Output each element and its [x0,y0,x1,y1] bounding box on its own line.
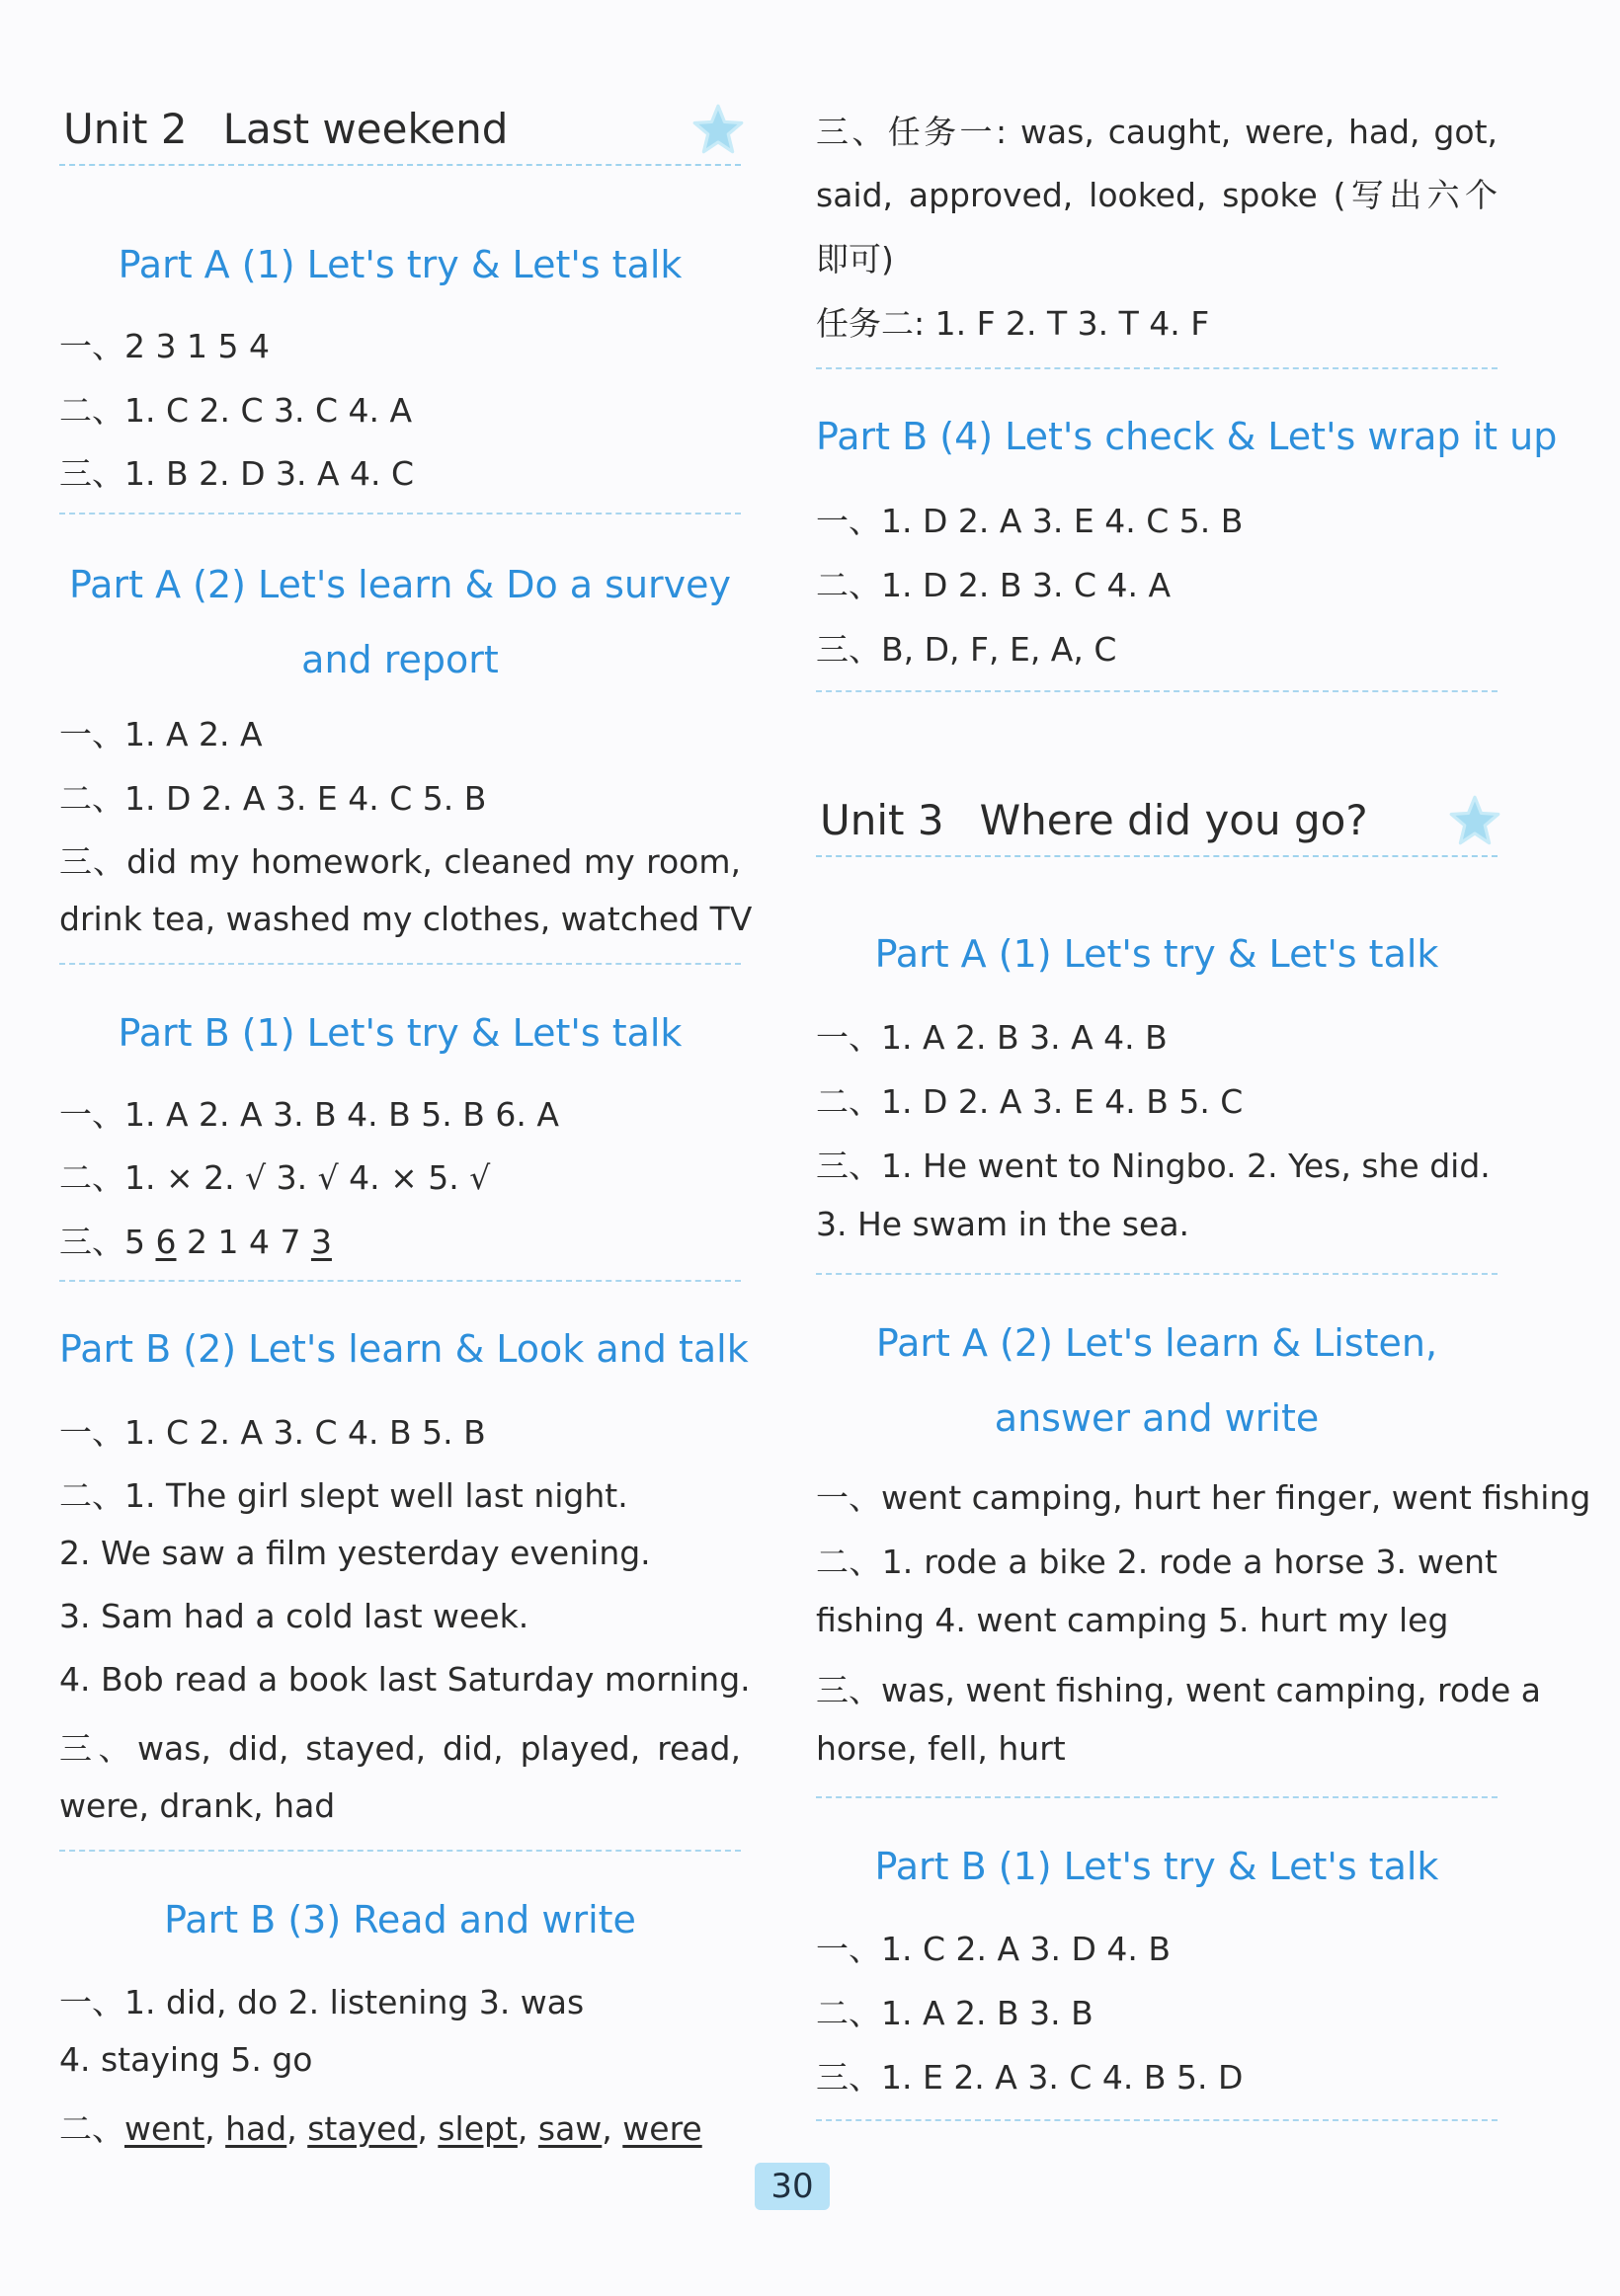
u2-b3-prefix: 二、 [59,2109,124,2148]
unit2-name: Last weekend [222,105,509,153]
u2-b2-line-3: 2. We saw a film yesterday evening. [59,1534,651,1572]
u2-b3-word: saw [537,2109,603,2148]
u2-a2-line-2: 二、1. D 2. A 3. E 4. C 5. B [59,779,487,818]
u2-a1-line-1: 一、2 3 1 5 4 [59,327,270,365]
divider [816,1273,1498,1275]
u2-b4-title: Part B (4) Let's check & Let's wrap it up [816,415,1558,458]
unit3-name: Where did you go? [979,796,1368,844]
u2-task-line-3: 即可) [816,240,894,278]
u2-task-line-1: 三、任务一: was, caught, were, had, got, [816,113,1498,151]
u3-b1-line-3: 三、1. E 2. A 3. C 4. B 5. D [816,2058,1244,2097]
u2-b3-word: had [225,2109,287,2148]
u2-a2-title-line-2: and report [301,638,499,681]
u3-b1-line-2: 二、1. A 2. B 3. B [816,1994,1094,2032]
unit2-title [63,105,508,153]
u2-b2-line-1: 一、1. C 2. A 3. C 4. B 5. B [59,1413,486,1452]
u3-a2-line-4: 三、was, went fishing, went camping, rode a [816,1671,1542,1709]
u2-b1-order-middle: 2 1 4 7 [176,1223,311,1261]
star-icon [691,103,745,156]
unit3-label: Unit 3 [820,796,944,844]
u2-b2-title: Part B (2) Let's learn & Look and talk [59,1327,749,1371]
divider [59,1280,741,1282]
divider [816,367,1498,369]
u2-b3-line-2: 4. staying 5. go [59,2040,313,2079]
divider [816,690,1498,692]
divider [59,513,741,515]
u2-b1-order-underlined-1: 6 [155,1223,177,1261]
u2-b1-title: Part B (1) Let's try & Let's talk [118,1011,683,1055]
u2-a2-line-4: drink tea, washed my clothes, watched TV [59,900,753,938]
u2-a2-title-line-1: Part A (2) Let's learn & Do a survey [68,563,732,606]
u2-b1-line-2: 二、1. × 2. √ 3. √ 4. × 5. √ [59,1158,491,1197]
u3-a1-line-2: 二、1. D 2. A 3. E 4. B 5. C [816,1082,1244,1121]
u2-b4-line-3: 三、B, D, F, E, A, C [816,630,1117,669]
u2-b1-order-prefix: 三、5 [59,1223,156,1261]
u3-b1-line-1: 一、1. C 2. A 3. D 4. B [816,1930,1172,1968]
u3-a2-line-5: horse, fell, hurt [816,1729,1066,1768]
u2-a1-line-3: 三、1. B 2. D 3. A 4. C [59,454,415,493]
u3-a2-line-1: 一、went camping, hurt her finger, went fishing [816,1478,1591,1517]
u2-b3-word: slept [438,2109,518,2148]
u3-a1-line-3: 三、1. He went to Ningbo. 2. Yes, she did. [816,1147,1491,1185]
u3-a1-line-1: 一、1. A 2. B 3. A 4. B [816,1018,1168,1057]
u2-b1-line-3 [59,1217,332,1263]
u3-a2-title-line-2: answer and write [994,1396,1320,1440]
u2-b3-title: Part B (3) Read and write [164,1898,636,1941]
u2-b2-line-5: 4. Bob read a book last Saturday morning. [59,1660,751,1699]
u3-a2-line-3: fishing 4. went camping 5. hurt my leg [816,1601,1449,1639]
divider [59,963,741,965]
u2-a1-title: Part A (1) Let's try & Let's talk [118,243,683,286]
u2-b2-line-7: were, drank, had [59,1786,336,1825]
u3-a2-line-2: 二、1. rode a bike 2. rode a horse 3. went [816,1543,1498,1581]
unit3-header [816,786,1498,857]
unit2-header [59,95,741,166]
unit3-title [820,796,1368,844]
u2-a1-line-2: 二、1. C 2. C 3. C 4. A [59,391,413,430]
u2-b2-line-6: 三、was, did, stayed, did, played, read, [59,1729,741,1768]
u2-a2-line-3: 三、did my homework, cleaned my room, [59,842,741,881]
u2-b3-word: were [622,2109,702,2148]
divider [816,1796,1498,1798]
divider [59,1850,741,1852]
divider [816,2119,1498,2121]
u2-b3-word: stayed [307,2109,418,2148]
page-number: 30 [755,2163,830,2210]
u2-b3-line-1: 一、1. did, do 2. listening 3. was [59,1983,585,2021]
u2-b2-line-2: 二、1. The girl slept well last night. [59,1476,628,1515]
unit2-label: Unit 2 [63,105,188,153]
u2-b2-line-4: 3. Sam had a cold last week. [59,1597,529,1635]
u2-task-line-4: 任务二: 1. F 2. T 3. T 4. F [816,304,1210,343]
u2-a2-line-1: 一、1. A 2. A [59,715,263,753]
u3-a1-line-4: 3. He swam in the sea. [816,1205,1190,1243]
u3-b1-title: Part B (1) Let's try & Let's talk [874,1845,1439,1888]
u2-b4-line-2: 二、1. D 2. B 3. C 4. A [816,566,1172,604]
u3-a1-title: Part A (1) Let's try & Let's talk [874,932,1439,976]
u2-b3-word: went [124,2109,205,2148]
u3-a2-title-line-1: Part A (2) Let's learn & Listen, [875,1321,1438,1365]
u2-task-line-2: said, approved, looked, spoke (写出六个 [816,176,1498,214]
star-icon [1448,794,1501,847]
u2-b1-order-underlined-2: 3 [310,1223,332,1261]
u2-b1-line-1: 一、1. A 2. A 3. B 4. B 5. B 6. A [59,1095,559,1134]
u2-b3-line-3: 二、went, had, stayed, slept, saw, were [59,2109,702,2148]
u2-b4-line-1: 一、1. D 2. A 3. E 4. C 5. B [816,502,1244,540]
